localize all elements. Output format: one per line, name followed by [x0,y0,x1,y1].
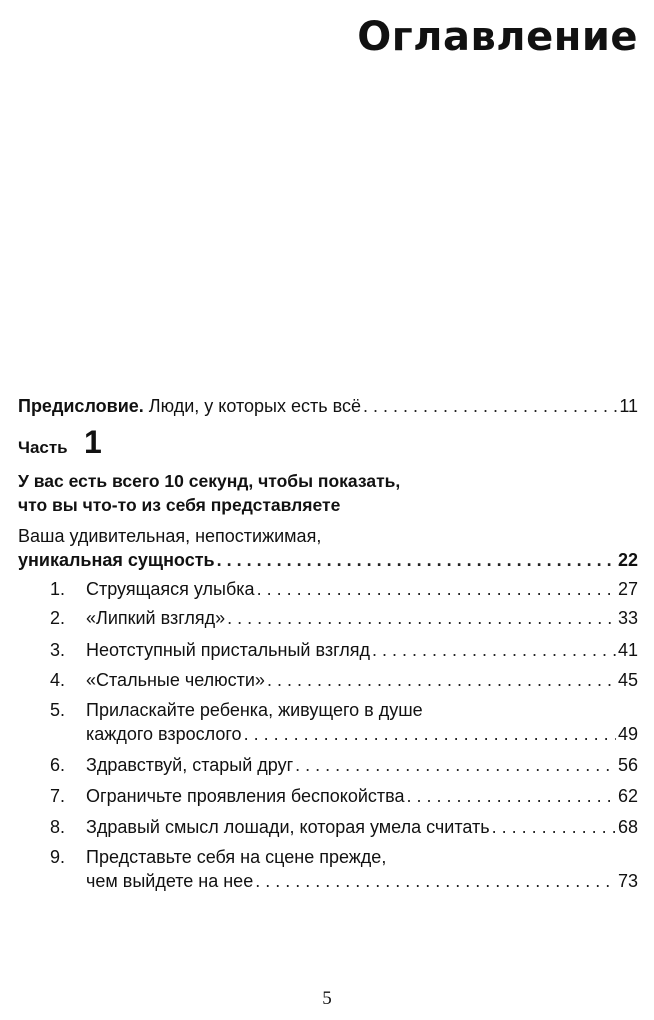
entry-title: Здравый смысл лошади, которая умела считать [86,817,490,837]
toc-entry-preface[interactable] [18,394,638,418]
entry-number: 1. [50,579,66,599]
page-ref: 62 [617,786,638,806]
dot-leader [372,638,616,662]
toc-entry-9-line1 [50,845,638,869]
toc-entry-3[interactable] [50,638,638,662]
page-ref: 56 [617,755,638,775]
part-title-line1: У вас есть всего 10 секунд, чтобы показать, [18,471,401,491]
preface-label: Предисловие. [18,396,144,416]
entry-title: Неотступный пристальный взгляд [86,640,371,660]
dot-leader [244,722,616,746]
page-ref: 33 [617,608,638,628]
entry-title: чем выйдете на нее [86,871,254,891]
dot-leader [257,577,616,601]
page-ref: 68 [617,817,638,837]
page-ref: 22 [617,550,638,570]
entry-number: 6. [50,755,66,775]
toc-entry-section[interactable] [18,548,638,572]
page-number: 5 [322,988,332,1009]
entry-title: Ограничьте проявления беспокойства [86,786,405,806]
toc-entry-7[interactable] [50,784,638,808]
part-number: 1 [84,424,102,460]
part-title-line2: что вы что-то из себя представляете [18,495,341,515]
toc-entry-2[interactable] [50,606,638,630]
section-title-line2: уникальная сущность [18,550,215,570]
page-ref: 27 [617,579,638,599]
dot-leader [217,548,616,572]
entry-title-line1: Приласкайте ребенка, живущего в душе [86,700,423,720]
toc-entry-5-line1 [50,698,638,722]
toc-entry-5[interactable] [86,722,638,746]
toc-entry-9[interactable] [86,869,638,893]
preface-text: Предисловие. Люди, у которых есть всё [18,396,361,416]
entry-title: «Стальные челюсти» [86,670,265,690]
page-title: Оглавление [357,14,638,60]
entry-number: 9. [50,847,66,867]
entry-number: 7. [50,786,66,806]
entry-title: «Липкий взгляд» [86,608,226,628]
dot-leader [295,753,616,777]
page-ref: 45 [617,670,638,690]
dot-leader [255,869,616,893]
dot-leader [363,394,617,418]
dot-leader [227,606,616,630]
toc-entry-1[interactable] [50,577,638,601]
toc-entry-8[interactable] [50,815,638,839]
toc-entry-6[interactable] [50,753,638,777]
dot-leader [492,815,616,839]
part-label: Часть [18,438,68,457]
entry-title-line1: Представьте себя на сцене прежде, [86,847,387,867]
entry-title: Струящаяся улыбка [86,579,255,599]
dot-leader [267,668,616,692]
entry-number: 3. [50,640,66,660]
entry-number: 2. [50,608,66,628]
entry-number: 4. [50,670,66,690]
dot-leader [407,784,616,808]
page-ref: 49 [617,724,638,744]
page-ref: 41 [617,640,638,660]
page-ref: 73 [617,871,638,891]
entry-title: каждого взрослого [86,724,242,744]
entry-number: 8. [50,817,66,837]
page-ref: 11 [619,396,638,416]
section-title-line1: Ваша удивительная, непостижимая, [18,526,322,546]
entry-title: Здравствуй, старый друг [86,755,294,775]
toc-entry-4[interactable] [50,668,638,692]
entry-number: 5. [50,700,66,720]
